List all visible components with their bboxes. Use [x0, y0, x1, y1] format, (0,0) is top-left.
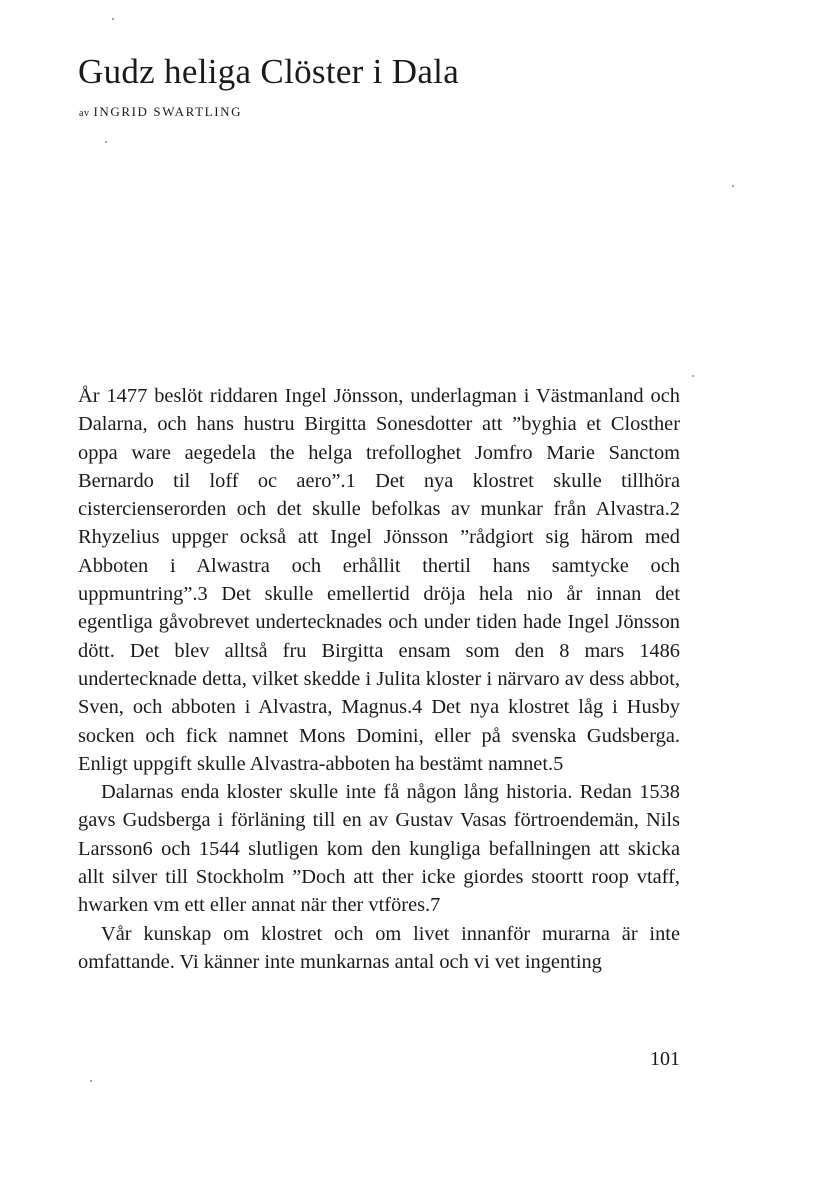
paper-speck	[692, 375, 694, 377]
author-name: INGRID SWARTLING	[93, 104, 243, 119]
author-byline	[79, 103, 242, 123]
article-title: Gudz heliga Clöster i Dala	[78, 52, 460, 91]
paper-speck	[112, 18, 114, 20]
paragraph: Vår kunskap om klostret och om livet innanför murarna är inte omfattande. Vi känner inte munkarnas antal och vi vet ingenting	[78, 922, 680, 973]
paragraph: Dalarnas enda kloster skulle inte få någon lång historia. Redan 1538 gavs Gudsberga i förläning till en av Gustav Vasas förtroendemän, Nils Larsson6 och 1544 slutligen kom den kungliga befallningen att skicka allt silver till Stockholm ”Doch att ther icke giordes stoortt roop vtaff, hwarken vm ett eller annat när ther vtföres.7	[78, 781, 680, 917]
paragraph: År 1477 beslöt riddaren Ingel Jönsson, underlagman i Västmanland och Dalarna, och hans hustru Birgitta Sonesdotter att ”byghia et Closther oppa ware aegedela the helga trefolloghet Jomfro Marie Sanctom Bernardo til loff oc aero”.1 Det nya klostret skulle tillhöra cistercienserorden och det skulle befolkas av munkar från Alvastra.2 Rhyzelius uppger också att Ingel Jönsson ”rådgiort sig härom med Abboten i Alwastra och erhållit thertil hans samtycke och uppmuntring”.3 Det skulle emellertid dröja hela nio år innan det egentliga gåvobrevet undertecknades och under tiden hade Ingel Jönsson dött. Det blev alltså fru Birgitta ensam som den 8 mars 1486 undertecknade detta, vilket skedde i Julita kloster i närvaro av dess abbot, Sven, och abboten i Alvastra, Magnus.4 Det nya klostret låg i Husby socken och fick namnet Mons Domini, eller på svenska Gudsberga. Enligt uppgift skulle Alvastra-abboten ha bestämt namnet.5	[78, 385, 680, 775]
paper-speck	[105, 141, 107, 143]
author-prefix: av	[79, 108, 90, 119]
paper-speck	[90, 1080, 92, 1082]
article-body	[78, 382, 680, 976]
page-number: 101	[650, 1048, 680, 1070]
paper-speck	[732, 185, 734, 187]
